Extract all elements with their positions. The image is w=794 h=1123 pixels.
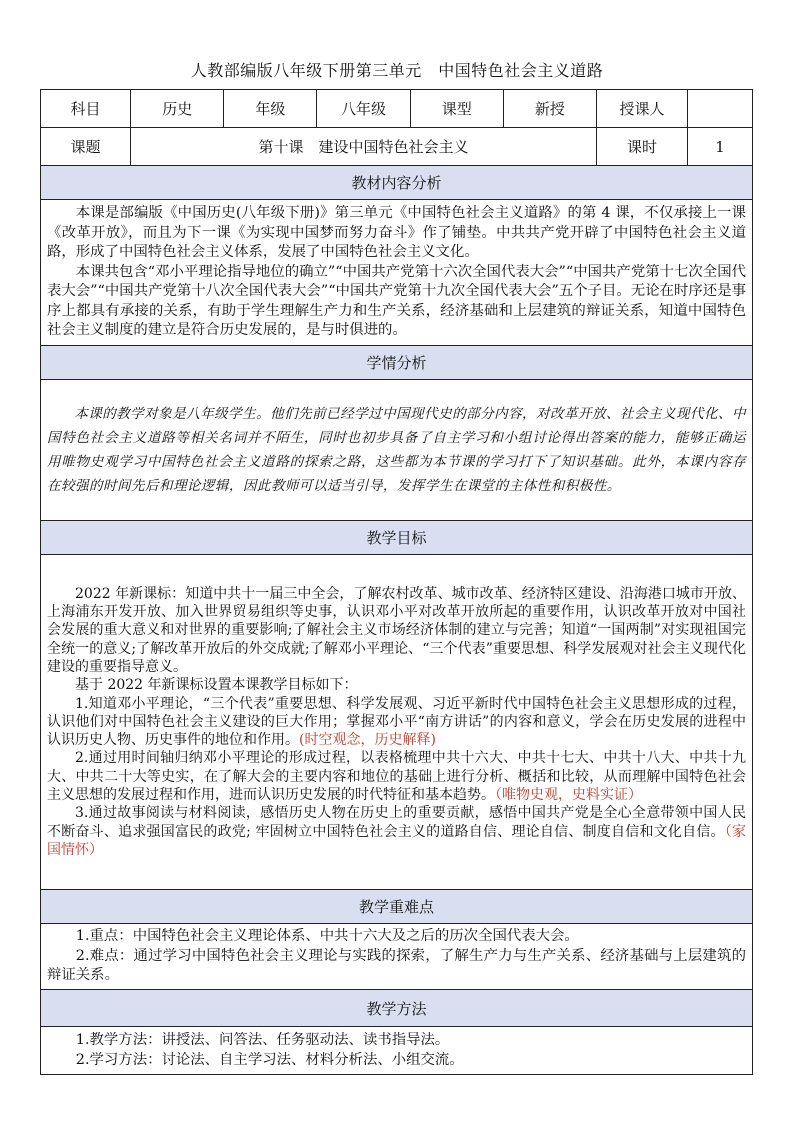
objectives-intro: 基于 2022 年新课标设置本课教学目标如下： bbox=[75, 677, 358, 694]
grade-label: 年级 bbox=[224, 90, 317, 128]
key-points-heading: 教学重难点 bbox=[41, 890, 753, 924]
topic-row bbox=[41, 128, 753, 166]
objective-text: 2.通过用时间轴归纳邓小平理论的形成过程，以表格梳理中共十六大、中共十七大、中共十八大、中共十九大、中共二十大等史实，在了解大会的主要内容和地位的基础上进行分析、概括和比较，从而理解中国特色社会主义思想的发展过程和作用，进而认识历史发展的时代特征和基本趋势。 bbox=[47, 750, 746, 804]
literacy-tag: （家国情怀） bbox=[47, 823, 747, 858]
lesson-plan-table bbox=[40, 89, 753, 1075]
objective-text: 3.通过故事阅读与材料阅读，感悟历史人物在历史上的重要贡献，感悟中国共产党是全心全意带领中国人民不断奋斗、追求强国富民的政党; 牢固树立中国特色社会主义的道路自信、理论自信、制度自信和文化自信。 bbox=[47, 805, 746, 840]
subject-value: 历史 bbox=[131, 90, 224, 128]
curriculum-standard: 2022 年新课标：知道中共十一届三中全会，了解农村改革、城市改革、经济特区建设、沿海港口城市开放、上海浦东开发开放、加入世界贸易组织等史事，认识邓小平对改革开放所起的重要作用，认识改革开放对中国社会发展的重大意义和对世界的重要影响;了解社会主义市场经济体制的建立与完善；知道“一国两制”对实现祖国完全统一的意义;了解改革开放后的外交成就;了解邓小平理论、“三个代表”重要思想、科学发展观对社会主义现代化建设的重要指导意义。 bbox=[47, 585, 746, 675]
objective-text: 1.知道邓小平理论，“三个代表”重要思想、科学发展观、习近平新时代中国特色社会主义思想形成的过程，认识他们对中国特色社会主义建设的巨大作用；掌握邓小平“南方讲话”的内容和意义，学会在历史发展的进程中认识历史人物、历史事件的地位和作用。 bbox=[47, 695, 746, 749]
objective-item bbox=[47, 804, 746, 859]
learner-analysis-body: 本课的教学对象是八年级学生。他们先前已经学过中国现代史的部分内容，对改革开放、社会主义现代化、中国特色社会主义道路等相关名词并不陌生，同时也初步具备了自主学习和小组讨论得出答案的能力，能够正确运用唯物史观学习中国特色社会主义道路的探索之路，这些都为本节课的学习打下了知识基础。此外，本课内容存在较强的时间先后和理论逻辑，因此教师可以适当引导，发挥学生在课堂的主体性和积极性。 bbox=[47, 406, 746, 494]
method-item: 2.学习方法：讨论法、自主学习法、材料分析法、小组交流。 bbox=[75, 1051, 464, 1068]
period-label: 课时 bbox=[596, 128, 687, 166]
subject-label: 科目 bbox=[41, 90, 131, 128]
info-row bbox=[41, 90, 753, 128]
topic-label: 课题 bbox=[41, 128, 131, 166]
objective-item bbox=[47, 695, 746, 750]
key-point-item: 1.重点：中国特色社会主义理论体系、中共十六大及之后的历次全国代表大会。 bbox=[75, 928, 579, 945]
methods-body bbox=[41, 1027, 753, 1075]
lesson-type-value: 新授 bbox=[503, 90, 596, 128]
textbook-analysis-paragraph: 本课共包含“邓小平理论指导地位的确立”“中国共产党第十六次全国代表大会”“中国共产党第十七次全国代表大会”“中国共产党第十八次全国代表大会”“中国共产党第十九次全国代表大会”五个子目。无论在时序还是事序上都具有承接的关系，有助于学生理解生产力和生产关系，经济基础和上层建筑的辩证关系，知道中国特色社会主义制度的建立是符合历史发展的，是与时俱进的。 bbox=[47, 263, 746, 339]
lesson-type-label: 课型 bbox=[410, 90, 503, 128]
objectives-heading: 教学目标 bbox=[41, 521, 753, 555]
key-point-item: 2.难点：通过学习中国特色社会主义理论与实践的探索，了解生产力与生产关系、经济基础与上层建筑的辩证关系。 bbox=[47, 947, 746, 984]
teacher-value bbox=[688, 90, 753, 128]
key-points-body bbox=[41, 924, 753, 990]
document-title: 人教部编版八年级下册第三单元 中国特色社会主义道路 bbox=[190, 61, 604, 80]
literacy-tag: (时空观念，历史解释) bbox=[299, 732, 436, 749]
learner-analysis-heading: 学情分析 bbox=[41, 346, 753, 380]
textbook-analysis-paragraph: 本课是部编版《中国历史(八年级下册)》第三单元《中国特色社会主义道路》的第 4 课，不仅承接上一课《改革开放》，而且为下一课《为实现中国梦而努力奋斗》作了铺垫。中共共产党开辟了中国特色社会主义道路，形成了中国特色社会主义体系，发展了中国特色社会主义文化。 bbox=[47, 204, 746, 261]
methods-heading: 教学方法 bbox=[41, 990, 753, 1027]
method-item: 1.教学方法：讲授法、问答法、任务驱动法、读书指导法。 bbox=[75, 1031, 450, 1048]
grade-value: 八年级 bbox=[317, 90, 410, 128]
textbook-analysis-heading: 教材内容分析 bbox=[41, 166, 753, 200]
objective-item bbox=[47, 749, 746, 804]
objectives-body bbox=[41, 555, 753, 890]
topic-value: 第十课 建设中国特色社会主义 bbox=[131, 128, 597, 166]
textbook-analysis-body bbox=[41, 200, 753, 346]
literacy-tag: （唯物史观，史料实证） bbox=[495, 787, 642, 804]
teacher-label: 授课人 bbox=[596, 90, 687, 128]
period-value: 1 bbox=[688, 128, 753, 166]
